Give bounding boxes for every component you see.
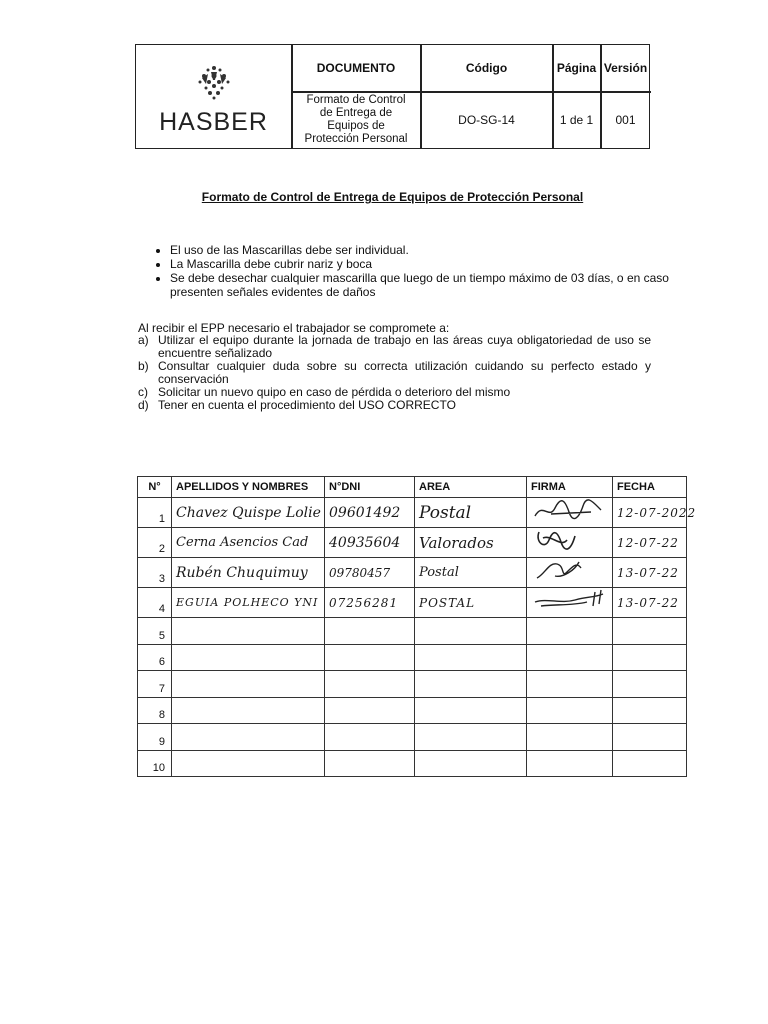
rule-item: • La Mascarilla debe cubrir nariz y boca [170,257,680,271]
row-signature [527,558,613,588]
row-signature [527,588,613,618]
row-name [172,644,325,671]
table-row [138,750,687,777]
handwritten-signature-icon [531,528,607,552]
row-dni: 07256281 [325,588,415,618]
col-signature-header: FIRMA [527,477,613,498]
row-signature [527,498,613,528]
row-name: Cerna Asencios Cad [172,528,325,558]
row-name [172,724,325,751]
col-area-header: AREA [415,477,527,498]
row-number: 5 [138,618,172,645]
col-dni-header: N°DNI [325,477,415,498]
row-signature [527,724,613,751]
col-date-header: FECHA [613,477,687,498]
col-version-header: Versión [603,61,648,75]
commitment-text: Utilizar el equipo durante la jornada de trabajo en las áreas cuya obligatoriedad de uso se encuentre señalizado [158,333,651,360]
row-name [172,618,325,645]
row-area: Postal [415,498,527,528]
row-dni [325,671,415,698]
row-name: Chavez Quispe Lolie [172,498,325,528]
row-area: POSTAL [415,588,527,618]
row-dni [325,618,415,645]
row-number: 4 [138,588,172,618]
page-title: Formato de Control de Entrega de Equipos de Protección Personal [201,190,584,204]
commitment-intro: Al recibir el EPP necesario el trabajador se compromete a: [138,321,450,335]
row-area: Postal [415,558,527,588]
rules-list [148,243,680,299]
table-header-row [138,477,687,498]
row-number: 8 [138,697,172,724]
row-area [415,697,527,724]
document-code: DO-SG-14 [458,113,515,127]
document-name: Formato de Control de Entrega de Equipos de Protección Personal [304,94,408,145]
row-date [613,697,687,724]
row-dni: 09601492 [325,498,415,528]
row-name [172,671,325,698]
page-number: 1 de 1 [559,113,594,127]
row-area: Valorados [415,528,527,558]
row-dni [325,697,415,724]
logo-text: HASBER [159,108,268,136]
commitment-list [138,334,651,412]
table-row [138,588,687,618]
row-number: 10 [138,750,172,777]
col-documento-header: DOCUMENTO [316,61,396,75]
rule-item: • El uso de las Mascarillas debe ser individual. [170,243,680,257]
row-dni [325,750,415,777]
table-row [138,528,687,558]
commitment-text: Consultar cualquier duda sobre su correcta utilización cuidando su perfecto estado y conservación [158,359,651,386]
row-dni: 09780457 [325,558,415,588]
rule-item: • Se debe desechar cualquier mascarilla que luego de un tiempo máximo de 03 días, o en caso presenten señales evidentes de daños [170,271,680,299]
row-dni [325,644,415,671]
row-date [613,644,687,671]
commitment-text: Tener en cuenta el procedimiento del USO CORRECTO [158,398,456,412]
row-number: 2 [138,528,172,558]
row-date: 12-07-22 [613,528,687,558]
row-name [172,697,325,724]
col-number-header: N° [138,477,172,498]
table-row [138,671,687,698]
row-number: 6 [138,644,172,671]
commitment-item [138,334,651,360]
logo-cell [136,45,291,148]
table-row [138,498,687,528]
hasber-logo-emblem-icon [184,60,244,104]
row-number: 1 [138,498,172,528]
version-number: 001 [615,113,636,127]
commitment-label: a) [138,333,149,347]
table-row [138,644,687,671]
row-date [613,618,687,645]
col-pagina-header: Página [556,61,597,75]
row-number: 3 [138,558,172,588]
handwritten-signature-icon [531,498,607,522]
commitment-label: c) [138,385,148,399]
row-date: 13-07-22 [613,558,687,588]
commitment-item [138,399,651,412]
table-row [138,697,687,724]
handwritten-signature-icon [531,558,607,582]
row-name: EGUIA POLHECO YNI [172,588,325,618]
row-area [415,644,527,671]
row-dni [325,724,415,751]
col-name-header: APELLIDOS Y NOMBRES [172,477,325,498]
row-number: 9 [138,724,172,751]
table-row [138,724,687,751]
table-row [138,618,687,645]
row-date [613,750,687,777]
row-date: 12-07-2022 [613,498,687,528]
commitment-label: b) [138,359,149,373]
row-area [415,618,527,645]
row-dni: 40935604 [325,528,415,558]
commitment-item [138,360,651,386]
row-signature [527,528,613,558]
commitment-label: d) [138,398,149,412]
delivery-table [137,476,697,777]
row-signature [527,750,613,777]
table-row [138,558,687,588]
row-date: 13-07-22 [613,588,687,618]
row-area [415,724,527,751]
row-signature [527,618,613,645]
row-name: Rubén Chuquimuy [172,558,325,588]
col-codigo-header: Código [465,61,508,75]
document-header [135,44,650,149]
commitment-text: Solicitar un nuevo quipo en caso de pérdida o deterioro del mismo [158,385,511,399]
row-number: 7 [138,671,172,698]
row-signature [527,697,613,724]
row-signature [527,644,613,671]
handwritten-signature-icon [531,588,607,612]
row-name [172,750,325,777]
row-signature [527,671,613,698]
row-area [415,671,527,698]
row-date [613,671,687,698]
row-date [613,724,687,751]
row-area [415,750,527,777]
